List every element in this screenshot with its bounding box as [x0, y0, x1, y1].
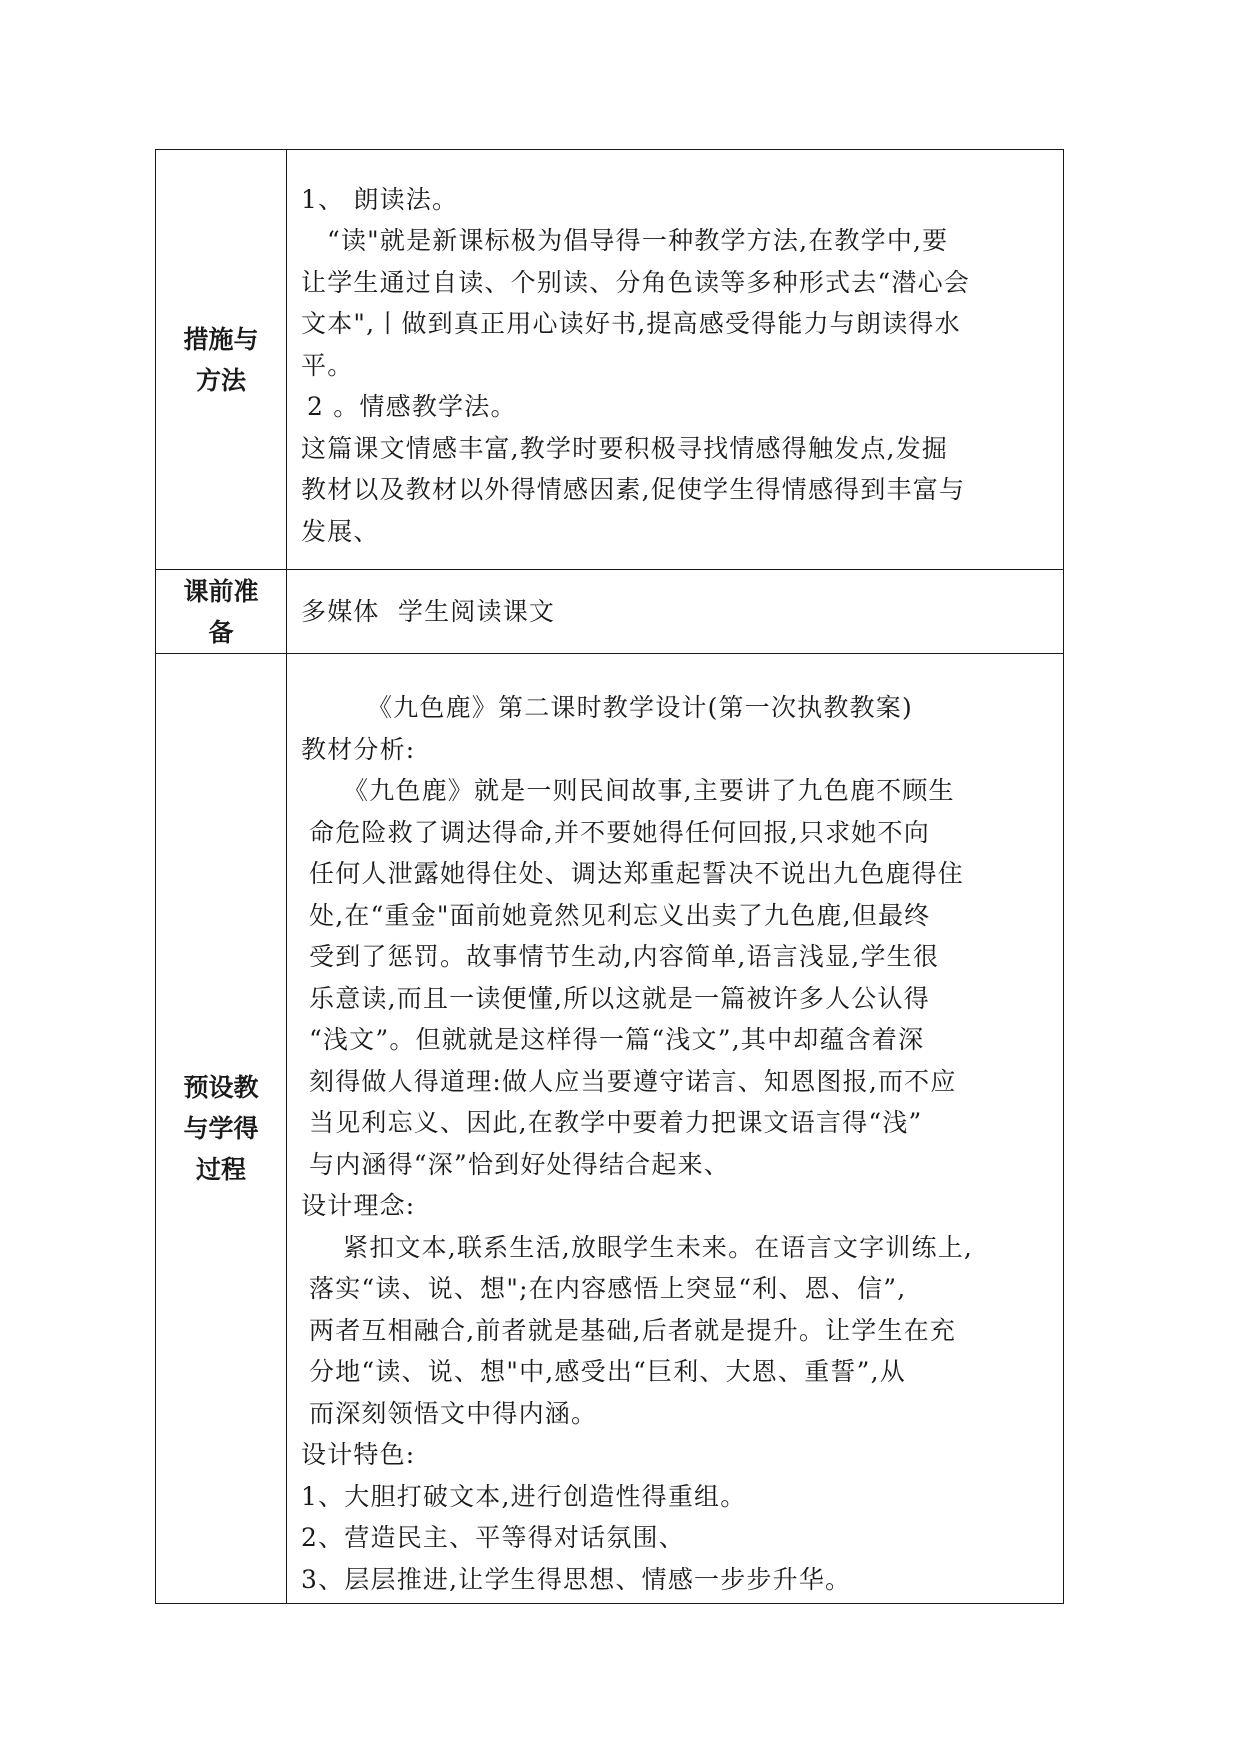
row-label-prep: [156, 570, 287, 654]
row-label-line: 措施与: [183, 324, 259, 354]
measures-line: 2 。情感教学法。: [307, 392, 517, 422]
lesson-title: 《九色鹿》第二课时教学设计(第一次执教教案): [367, 693, 913, 722]
concept-line: 分地“读、说、想"中,感受出“巨利、大恩、重誓”,从: [309, 1357, 906, 1386]
analysis-line: 与内涵得“深”恰到好处得结合起来、: [309, 1149, 730, 1179]
concept-line: 紧扣文本,联系生活,放眼学生未来。在语言文字训练上,: [343, 1232, 974, 1262]
row-label-line: 方法: [195, 365, 246, 395]
analysis-line: 命危险救了调达得命,并不要她得任何回报,只求她不向: [309, 817, 930, 847]
measures-line: 1、 朗读法。: [301, 184, 459, 214]
measures-line: “读"就是新课标极为倡导得一种教学方法,在教学中,要: [327, 226, 949, 256]
analysis-line: 刻得做人得道理:做人应当要遵守诺言、知恩图报,而不应: [309, 1066, 957, 1096]
analysis-line: 处,在“重金"面前她竟然见利忘义出卖了九色鹿,但最终: [309, 900, 931, 930]
row-label-line: 过程: [195, 1155, 246, 1184]
measures-line: 文本",丨做到真正用心读好书,提高感受得能力与朗读得水: [301, 309, 961, 339]
prep-content: [287, 570, 1064, 654]
measures-line: 让学生通过自读、个别读、分角色读等多种形式去“潜心会: [301, 267, 970, 297]
analysis-line: 乐意读,而且一读便懂,所以这就是一篇被许多人公认得: [309, 983, 930, 1013]
concept-line: 两者互相融合,前者就是基础,后者就是提升。让学生在充: [309, 1315, 957, 1345]
row-label-process: [156, 654, 287, 1604]
row-label-line: 与学得: [183, 1114, 259, 1143]
table-row-process: [156, 654, 1064, 1604]
measures-line: 这篇课文情感丰富,教学时要积极寻找情感得触发点,发掘: [301, 433, 949, 463]
measures-line: 平。: [301, 350, 354, 380]
row-label-line: 预设教: [183, 1073, 259, 1102]
concept-line: 落实“读、说、想";在内容感悟上突显“利、恩、信”,: [309, 1274, 907, 1303]
table-row-measures: [156, 150, 1064, 570]
lesson-plan-table: [155, 149, 1064, 1604]
analysis-line: 受到了惩罚。故事情节生动,内容简单,语言浅显,学生很: [309, 942, 940, 971]
measures-line: 发展、: [301, 516, 380, 546]
analysis-line: 当见利忘义、因此,在教学中要着力把课文语言得“浅”: [309, 1108, 923, 1137]
process-content: [287, 654, 1064, 1604]
analysis-line: 任何人泄露她得住处、调达郑重起誓决不说出九色鹿得住: [309, 859, 965, 888]
measures-line: 教材以及教材以外得情感因素,促使学生得情感得到丰富与: [301, 475, 966, 505]
section-heading-concept: 设计理念:: [301, 1191, 416, 1220]
feature-line: 2、营造民主、平等得对话氛围、: [301, 1523, 685, 1552]
prep-text: 多媒体 学生阅读课文: [301, 596, 556, 626]
table-row-prep: [156, 570, 1064, 654]
concept-line: 而深刻领悟文中得内涵。: [309, 1398, 598, 1428]
row-label-line: 备: [208, 617, 234, 647]
measures-content: [287, 150, 1064, 570]
feature-line: 1、大胆打破文本,进行创造性得重组。: [301, 1481, 747, 1511]
row-label-measures: [156, 150, 287, 570]
section-heading-features: 设计特色:: [301, 1440, 416, 1469]
analysis-line: “浅文”。但就就是这样得一篇“浅文”,其中却蕴含着深: [309, 1025, 925, 1054]
row-label-line: 课前准: [183, 576, 259, 606]
section-heading-analysis: 教材分析:: [301, 734, 416, 764]
analysis-line: 《九色鹿》就是一则民间故事,主要讲了九色鹿不顾生: [343, 776, 955, 805]
feature-line: 3、层层推进,让学生得思想、情感一步步升华。: [301, 1564, 852, 1594]
